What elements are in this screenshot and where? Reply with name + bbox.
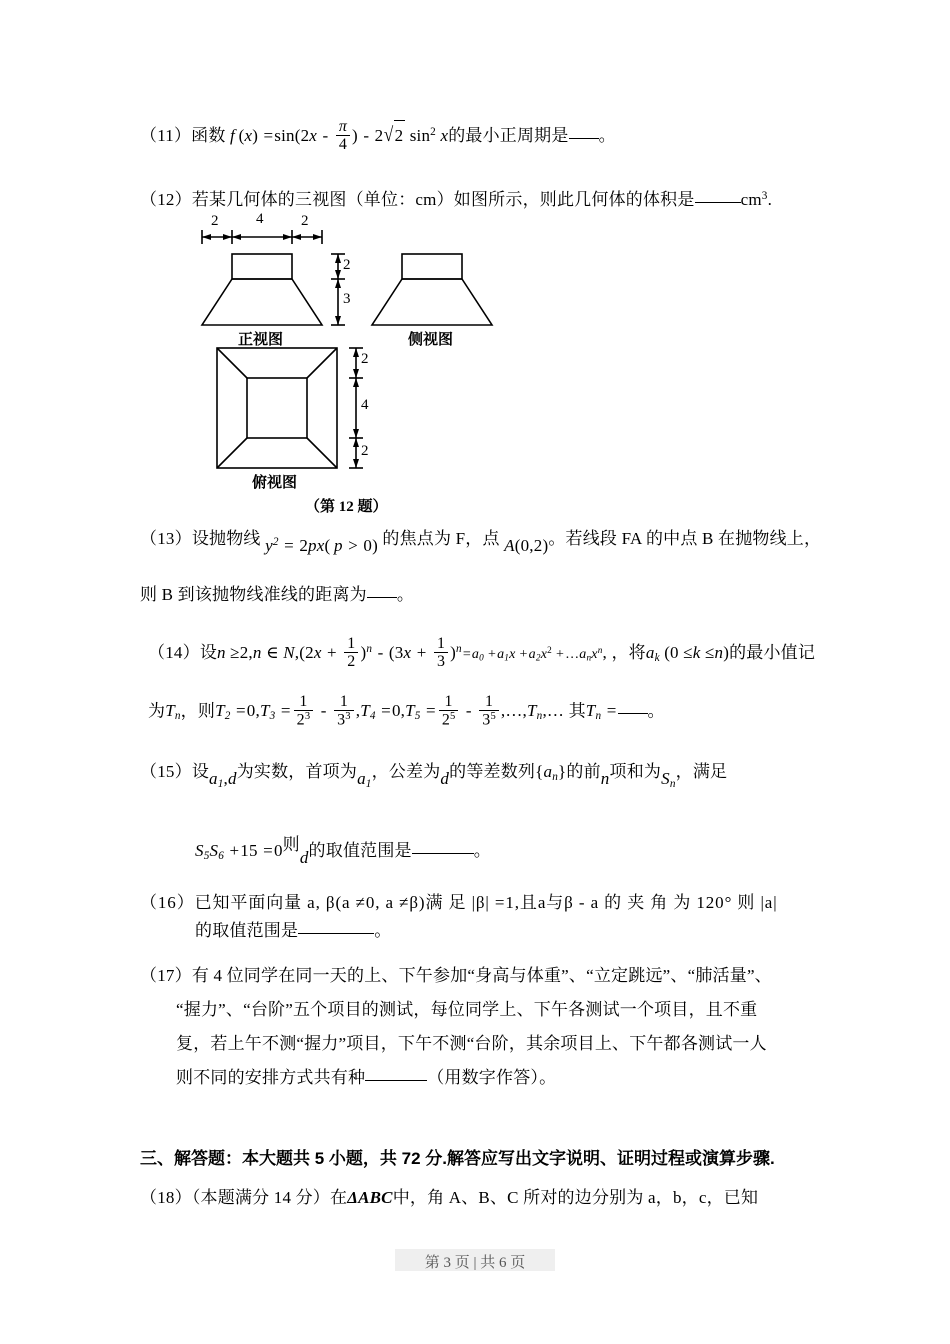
question-17-blank[interactable] [365,1080,427,1081]
question-14-line-2 [148,693,665,732]
question-18-number: （18） [140,1188,192,1207]
question-18-text-a: 在 [330,1188,348,1207]
question-13-mid-text: 。若线段 FA 的中点 B 在抛物线上， [548,529,822,548]
question-13-blank[interactable] [367,597,397,598]
three-view-figure [180,211,540,515]
question-14-line2-qi: 其 [568,701,586,721]
three-view-svg [180,215,540,505]
question-13-line-2 [140,580,414,610]
question-14-blank[interactable] [618,713,648,714]
question-17-line-2 [176,995,757,1025]
question-15-condition: $S_5S_6 +15 =0$ [195,841,283,863]
question-14-tn: $T_n$ [165,701,181,723]
question-17-line1-text: 有 4 位同学在同一天的上、下午参加“身高与体重”、“立定跳远”、“肺活量”、 [191,966,772,985]
dim-topview-2b: 2 [361,443,369,459]
question-11-lead: 函数 [191,125,226,145]
front-view-label: 正视图 [238,332,284,348]
question-15-t4: 的前 [566,762,601,781]
question-11 [140,117,616,153]
dim-topview-4: 4 [361,397,369,413]
question-13-line2-text: 则 B 到该抛物线准线的距离为 [140,585,367,604]
question-14-lead: 设 [199,642,218,662]
page-footer [0,1251,950,1272]
question-15-line-1 [140,757,727,799]
dim-top-2a: 2 [211,213,219,229]
question-14-end: 。 [647,701,665,721]
question-13-lead: 设抛物线 [191,529,261,548]
section-3-heading-text: 三、解答题：本大题共 5 小题，共 72 分.解答应写出文字说明、证明过程或演算步骤. [140,1149,775,1168]
question-12-blank[interactable] [695,202,741,203]
dim-top-2b: 2 [301,213,309,229]
question-12 [140,181,772,215]
question-16-line-2 [195,916,391,946]
question-14-tn-answer: $T_n$ = [585,701,617,723]
question-17-number: （17） [140,966,192,985]
question-18-triangle: ΔABC [347,1188,393,1207]
question-15-vars: $a_1,d$ [209,769,237,791]
question-15-lead: 设 [191,762,210,781]
question-15-t3: 的等差数列 [449,762,536,781]
question-15-d2: d [299,848,309,868]
question-12-end: . [767,189,773,209]
dim-front-3: 3 [343,291,351,307]
question-12-unit: cm [740,189,762,209]
question-13-point-a: A(0,2) [504,536,549,556]
question-13-end: 。 [396,585,415,604]
question-15-an-seq: $\{a_n\}$ [535,762,567,784]
question-17-line3-text: 复，若上午不测“握力”项目，下午不测“台阶，其余项目上、下午都各测试一人 [176,1034,767,1053]
question-15-sn: $S_n$ [661,769,676,791]
question-15-t5: 项和为 [609,762,662,781]
question-14-expression: (2x + $\frac{1}{2}$ )$^n$ - (3x + $\frac{1}{3}$ )$^n$ [299,634,462,671]
question-16-number: （16） [140,893,195,912]
question-11-number: （11） [140,125,192,145]
question-18 [140,1183,758,1213]
question-15-number: （15） [140,762,192,781]
question-13-line-1 [140,524,821,561]
question-15-d: d [440,769,450,789]
page-footer-text: 第 3 页 | 共 6 页 [424,1255,526,1271]
question-13-number: （13） [140,529,192,548]
question-14-mid: ，将 [611,642,646,662]
question-17-line-4 [176,1063,556,1093]
question-12-number: （12） [140,189,192,209]
question-14-number: （14） [148,642,200,662]
question-15-end: 。 [473,841,491,861]
question-16-line-1 [140,888,778,918]
question-14-line-1: （14）设n ≥2,n ∈ N,(2x + $\frac{1}{2}$ )$^n$ - (3x + $\frac{1}{3}$ )$^n=a_0 +a_1x +a_2x^2$ $+\dots a_nx^n$, ，将$a_k$ (0 ≤k ≤n)的最小值记 [148,634,816,671]
figure-caption: （第 12 题） [305,499,388,515]
question-18-score: （本题满分 14 分） [191,1188,331,1207]
question-15-line-2 [195,830,491,873]
dim-top-4: 4 [256,211,264,227]
dim-front-2: 2 [343,257,351,273]
question-14-ak: $a_k$ (0 ≤k ≤n) [645,642,730,664]
question-15-n: n [600,769,610,789]
question-17-line-3 [176,1029,767,1059]
question-14-expansion: $=a_0 +a_1x +a_2x^2$ $+\dots a_nx^n$ [462,645,603,663]
question-15-range-text: 的取值范围是 [308,841,412,861]
question-16-blank[interactable] [298,933,374,934]
question-15-a1: $a_1$ [357,769,372,791]
question-15-t6: ，满足 [675,762,728,781]
top-view-label: 俯视图 [252,475,298,491]
question-15-then: 则 [282,835,300,854]
question-12-unit-exponent: 3 [761,190,768,202]
question-17-line4-text: 则不同的安排方式共有种 [176,1068,366,1087]
dim-topview-2a: 2 [361,351,369,367]
question-12-text: 若某几何体的三视图（单位：cm）如图所示，则此几何体的体积是 [191,189,695,209]
question-11-blank[interactable] [569,138,599,139]
question-14-sequence: $T_2 =0,T_3$ = $\frac{1}{2^3}$ - $\frac{1}{3^3}$ $,T_4 =0,T_5$ = $\frac{1}{2^5}$ - $\frac{1}{3^5}$ $,\dots,T_n,\dots$ [215,693,565,729]
question-17-line4-tail: （用数字作答）。 [427,1068,557,1087]
question-11-tail: 的最小正周期是 [448,125,569,145]
question-13-parabola-formula: $y^2 = 2px$( p > 0) [265,536,378,556]
section-3-heading [140,1144,775,1169]
question-16-end: 。 [374,921,392,940]
question-18-text-b: 中，角 A、B、C 所对的边分别为 a，b，c，已知 [392,1188,759,1207]
question-14-condition: n ≥2,n ∈ N, [217,642,300,662]
question-15-t2: ，公差为 [371,762,441,781]
question-17-line-1 [140,961,772,991]
side-view-label: 侧视图 [408,332,454,348]
question-14-tail: 的最小值记 [729,642,816,662]
question-11-formula: f (x) =sin(2x - $\frac{\pi}{4}$ ) - 2√2 $\sin^2 x$ [230,117,449,154]
question-16-range-text: 的取值范围是 [195,921,299,940]
question-17-line2-text: “握力”、“台阶”五个项目的测试，每位同学上、下午各测试一个项目，且不重 [176,1000,758,1019]
question-14-line2-mid: ，则 [180,701,216,721]
question-16-text: 已知平面向量 a, β(a ≠0, a ≠β)满 足 |β| =1,且a与β - a 的 夹 角 为 120° 则 |a| [194,893,778,912]
question-11-end: 。 [598,125,616,145]
question-15-t1: 为实数，首项为 [236,762,358,781]
question-13-focus-text: 的焦点为 F，点 [382,529,500,548]
question-15-blank[interactable] [412,853,474,854]
question-14-line2-lead: 为 [148,701,166,721]
